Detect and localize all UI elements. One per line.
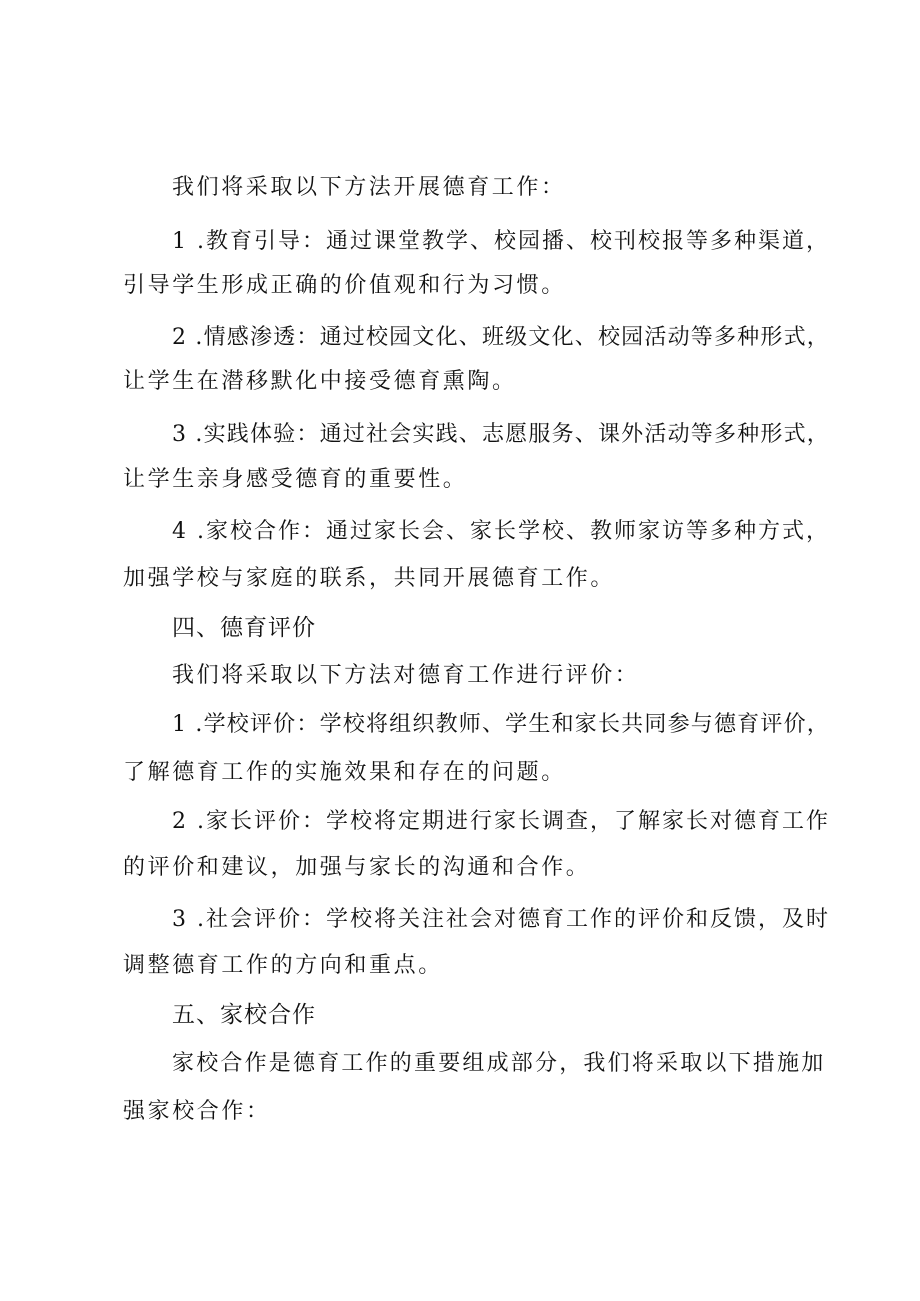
method-2-line-2: 让学生在潜移默化中接受德育熏陶。 — [123, 369, 517, 394]
method-3-line-2: 让学生亲身感受德育的重要性。 — [123, 467, 468, 492]
section-5-heading: 五、家校合作 — [172, 1002, 316, 1028]
evaluation-1-line-2: 了解德育工作的实施效果和存在的问题。 — [123, 760, 566, 785]
evaluation-2-line-2: 的评价和建议，加强与家长的沟通和合作。 — [123, 855, 591, 880]
section-5-para-line-1: 家校合作是德育工作的重要组成部分，我们将采取以下措施加 — [172, 1051, 826, 1076]
intro-methods-paragraph: 我们将采取以下方法开展德育工作： — [172, 175, 566, 200]
evaluation-3-line-1: 3 .社会评价：学校将关注社会对德育工作的评价和反馈，及时 — [172, 907, 830, 932]
method-1-line-1: 1 .教育引导：通过课堂教学、校园播、校刊校报等多种渠道， — [172, 229, 830, 254]
method-2-line-1: 2 .情感渗透：通过校园文化、班级文化、校园活动等多种形式， — [172, 325, 830, 350]
method-1-line-2: 引导学生形成正确的价值观和行为习惯。 — [123, 273, 566, 298]
section-4-heading: 四、德育评价 — [172, 615, 316, 641]
method-4-line-1: 4 .家校合作：通过家长会、家长学校、教师家访等多种方式， — [172, 519, 830, 544]
evaluation-1-line-1: 1 .学校评价：学校将组织教师、学生和家长共同参与德育评价， — [172, 712, 830, 737]
method-4-line-2: 加强学校与家庭的联系，共同开展德育工作。 — [123, 566, 616, 591]
method-3-line-1: 3 .实践体验：通过社会实践、志愿服务、课外活动等多种形式， — [172, 422, 830, 447]
section-5-para-line-2: 强家校合作： — [123, 1099, 271, 1124]
evaluation-3-line-2: 调整德育工作的方向和重点。 — [123, 953, 443, 978]
intro-evaluation-paragraph: 我们将采取以下方法对德育工作进行评价： — [172, 663, 640, 688]
evaluation-2-line-1: 2 .家长评价：学校将定期进行家长调查，了解家长对德育工作 — [172, 809, 830, 834]
